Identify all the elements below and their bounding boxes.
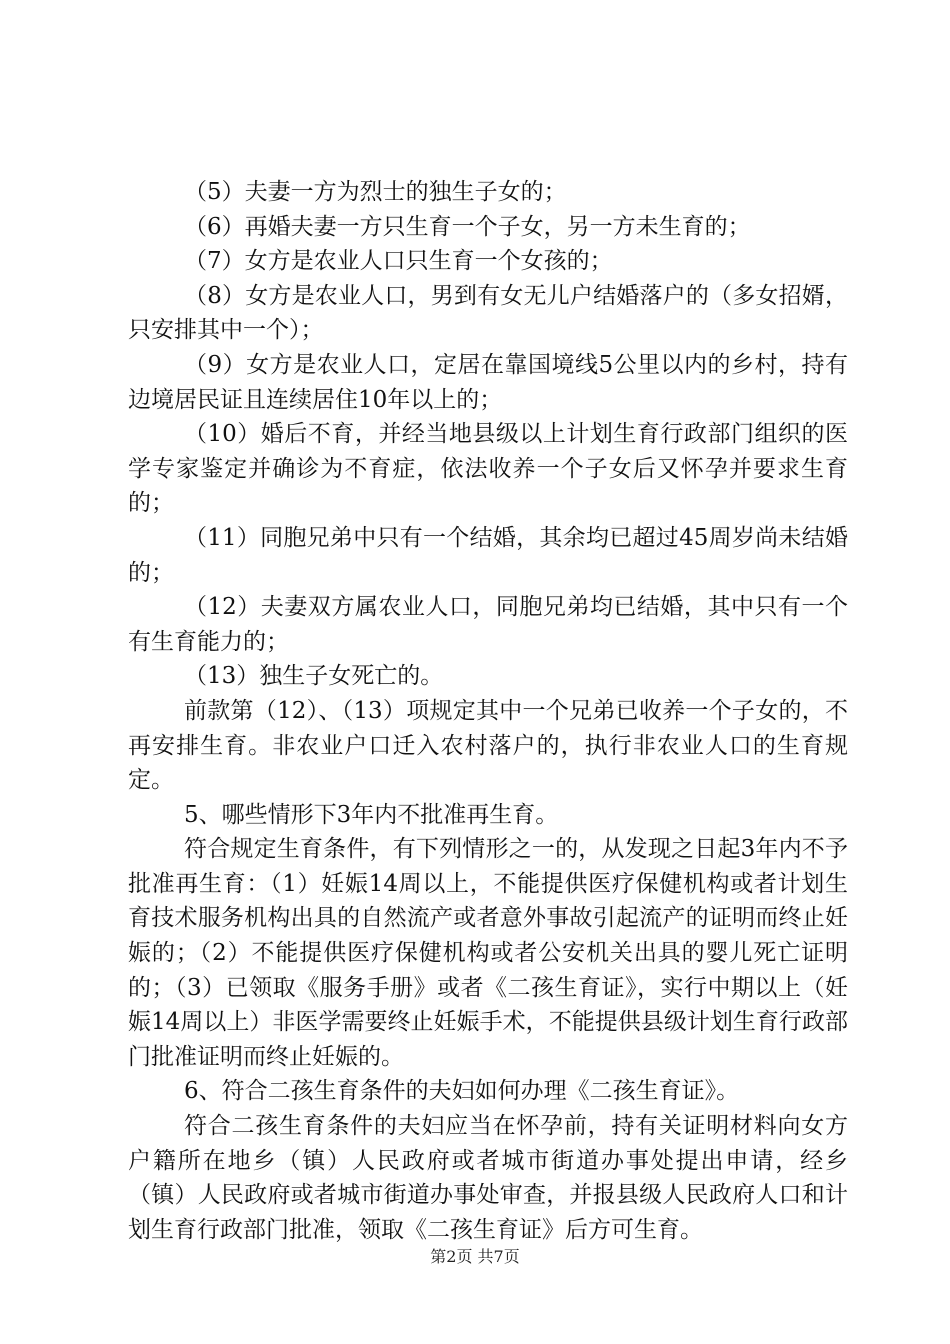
paragraph-section-5-body: 符合规定生育条件，有下列情形之一的，从发现之日起3年内不予批准再生育：（1）妊娠14周以上，不能提供医疗保健机构或者计划生育技术服务机构出具的自然流产或者意外事故引起流产的证明而终止妊娠的；（2）不能提供医疗保健机构或者公安机关出具的婴儿死亡证明的；（3）已领取《服务手册》或者《二孩生育证》，实行中期以上（妊娠14周以上）非医学需要终止妊娠手术，不能提供县级计划生育行政部门批准证明而终止妊娠的。: [128, 836, 848, 1070]
section-heading-6: 6、符合二孩生育条件的夫妇如何办理《二孩生育证》。: [184, 1078, 740, 1105]
paragraph-condition-13: （13）独生子女死亡的。: [184, 663, 444, 690]
paragraph-condition-12: （12）夫妻双方属农业人口，同胞兄弟均已结婚，其中只有一个有生育能力的；: [128, 594, 848, 655]
page-number-footer: 第2页 共7页: [430, 1247, 520, 1266]
paragraph-condition-9: （9）女方是农业人口，定居在靠国境线5公里以内的乡村，持有边境居民证且连续居住10年以上的；: [128, 351, 848, 413]
paragraph-note: 前款第（12）、（13）项规定其中一个兄弟已收养一个子女的，不再安排生育。非农业户口迁入农村落户的，执行非农业人口的生育规定。: [128, 697, 848, 794]
paragraph-condition-8: （8）女方是农业人口，男到有女无儿户结婚落户的（多女招婿，只安排其中一个）；: [128, 282, 848, 344]
paragraph-condition-11: （11）同胞兄弟中只有一个结婚，其余均已超过45周岁尚未结婚的；: [128, 524, 848, 586]
document-body: [128, 175, 848, 1247]
paragraph-condition-5: （5）夫妻一方为烈士的独生子女的；: [184, 179, 567, 205]
paragraph-condition-6: （6）再婚夫妻一方只生育一个子女，另一方未生育的；: [184, 213, 751, 240]
paragraph-condition-10: （10）婚后不育，并经当地县级以上计划生育行政部门组织的医学专家鉴定并确诊为不育症，依法收养一个子女后又怀孕并要求生育的；: [128, 421, 848, 517]
paragraph-section-6-body: 符合二孩生育条件的夫妇应当在怀孕前，持有关证明材料向女方户籍所在地乡（镇）人民政府或者城市街道办事处提出申请，经乡（镇）人民政府或者城市街道办事处审查，并报县级人民政府人口和计划生育行政部门批准，领取《二孩生育证》后方可生育。: [128, 1113, 848, 1243]
section-heading-5: 5、哪些情形下3年内不批准再生育。: [184, 801, 559, 828]
paragraph-condition-7: （7）女方是农业人口只生育一个女孩的；: [184, 248, 613, 275]
